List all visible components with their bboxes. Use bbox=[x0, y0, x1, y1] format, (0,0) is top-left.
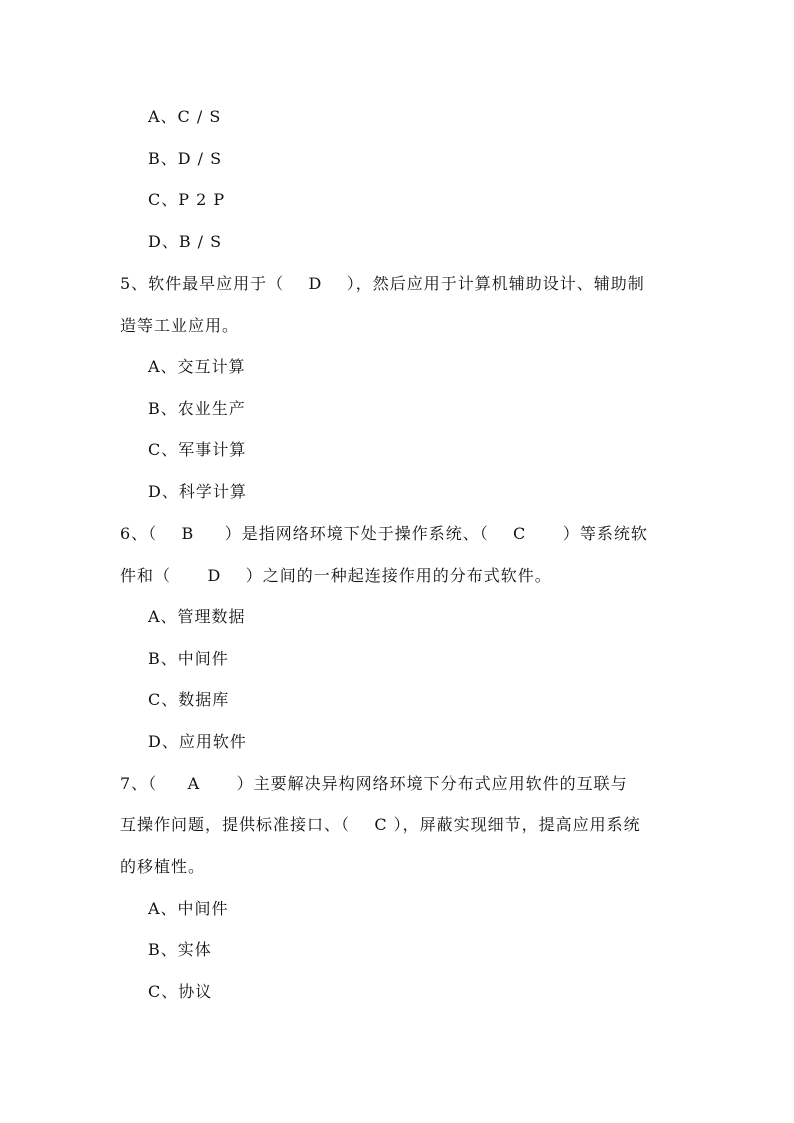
q5-option-d: D、科学计算 bbox=[148, 482, 247, 501]
question-6-line-1: 6、（ B ）是指网络环境下处于操作系统、（ C ）等系统软 bbox=[120, 524, 648, 543]
q7-option-b: B、实体 bbox=[148, 940, 212, 959]
option-b-ds: B、D / S bbox=[148, 149, 223, 168]
option-a-cs: A、C / S bbox=[148, 107, 222, 126]
q7-option-c: C、协议 bbox=[148, 982, 213, 1001]
q6-option-c: C、数据库 bbox=[148, 690, 230, 709]
q6-option-b: B、中间件 bbox=[148, 649, 229, 668]
option-d-bs: D、B / S bbox=[148, 232, 223, 251]
question-5-line-2: 造等工业应用。 bbox=[120, 316, 240, 335]
q5-option-b: B、农业生产 bbox=[148, 399, 246, 418]
q7-option-a: A、中间件 bbox=[148, 899, 229, 918]
q6-option-a: A、管理数据 bbox=[148, 607, 246, 626]
question-7-line-1: 7、（ A ）主要解决异构网络环境下分布式应用软件的互联与 bbox=[120, 774, 628, 793]
q5-option-a: A、交互计算 bbox=[148, 357, 246, 376]
question-7-line-2: 互操作问题，提供标准接口、（ C ），屏蔽实现细节，提高应用系统 bbox=[120, 815, 641, 834]
question-6-line-2: 件和（ D ）之间的一种起连接作用的分布式软件。 bbox=[120, 566, 552, 585]
question-5-line-1: 5、软件最早应用于（ D ），然后应用于计算机辅助设计、辅助制 bbox=[120, 274, 645, 293]
option-c-p2p: C、P 2 P bbox=[148, 190, 226, 209]
q6-option-d: D、应用软件 bbox=[148, 732, 247, 751]
q5-option-c: C、军事计算 bbox=[148, 440, 247, 459]
question-7-line-3: 的移植性。 bbox=[120, 857, 206, 876]
